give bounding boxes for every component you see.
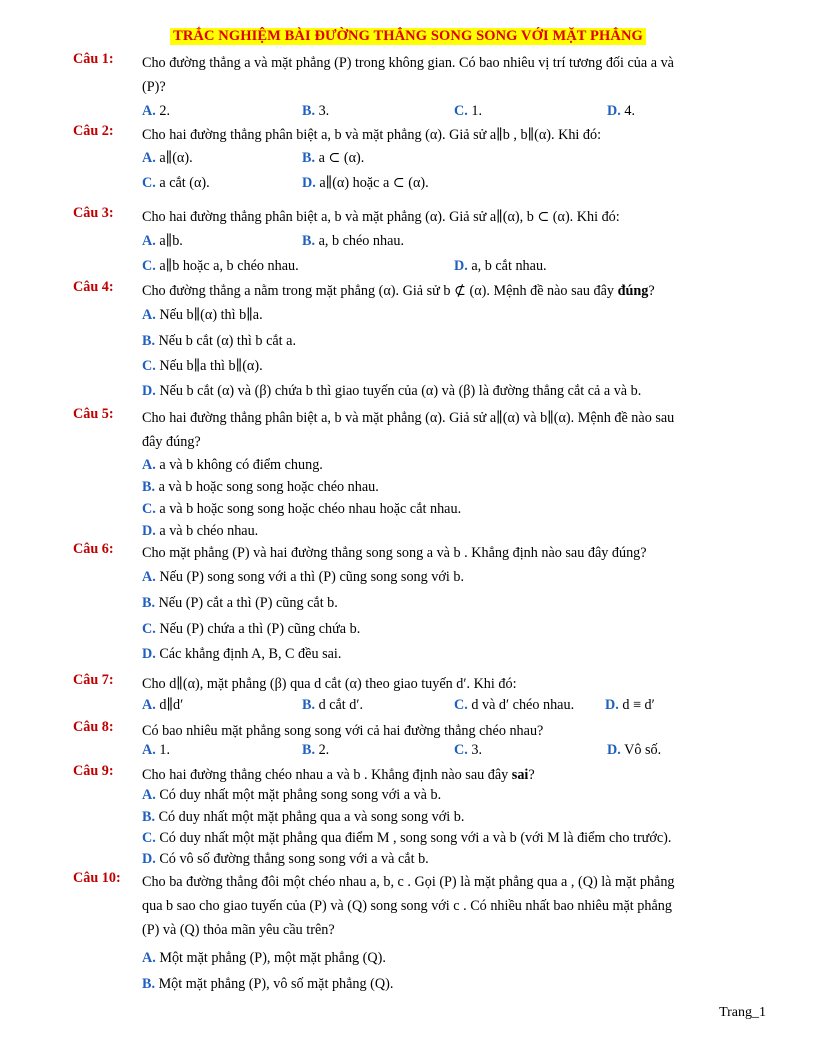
- option-b[interactable]: B. Nếu b cắt (α) thì b cắt a.: [142, 333, 296, 349]
- option-a[interactable]: A. Một mặt phẳng (P), một mặt phẳng (Q).: [142, 950, 386, 966]
- question-label: Câu 10:: [73, 870, 121, 886]
- option-a[interactable]: A. Có duy nhất một mặt phẳng song song với a và b.: [142, 787, 442, 803]
- option-b[interactable]: B. Một mặt phẳng (P), vô số mặt phẳng (Q).: [142, 976, 394, 992]
- option-d[interactable]: D. 4.: [607, 103, 635, 119]
- option-b[interactable]: B. a và b hoặc song song hoặc chéo nhau.: [142, 479, 379, 495]
- option-b[interactable]: B. d cắt d′.: [302, 697, 364, 713]
- question-8: [73, 719, 768, 743]
- option-b[interactable]: B. 3.: [302, 103, 330, 119]
- option-d[interactable]: D. a và b chéo nhau.: [142, 523, 259, 539]
- option-d[interactable]: D. a, b cắt nhau.: [454, 258, 547, 274]
- option-c[interactable]: C. a∥b hoặc a, b chéo nhau.: [142, 258, 299, 274]
- question-stem: Có bao nhiêu mặt phẳng song song với cả hai đường thẳng chéo nhau?: [142, 723, 544, 739]
- question-7: [73, 672, 768, 696]
- option-a[interactable]: A. d∥d′: [142, 697, 184, 713]
- option-d[interactable]: D. Nếu b cắt (α) và (β) chứa b thì giao tuyến của (α) và (β) là đường thẳng cắt cả a và b.: [142, 383, 642, 399]
- page-number: Trang_1: [719, 1005, 766, 1020]
- option-d[interactable]: D. d ≡ d′: [605, 697, 655, 713]
- option-c[interactable]: C. d và d′ chéo nhau.: [454, 697, 575, 713]
- question-label: Câu 4:: [73, 279, 114, 295]
- question-stem: Cho hai đường thẳng phân biệt a, b và mặt phẳng (α). Giả sử a∥(α) và b∥(α). Mệnh đề nào sau: [142, 410, 675, 426]
- option-b[interactable]: B. Có duy nhất một mặt phẳng qua a và song song với b.: [142, 809, 465, 825]
- question-stem: Cho hai đường thẳng chéo nhau a và b . Khẳng định nào sau đây sai?: [142, 767, 535, 783]
- question-stem: Cho hai đường thẳng phân biệt a, b và mặt phẳng (α). Giả sử a∥(α), b ⊂ (α). Khi đó:: [142, 209, 620, 225]
- option-d[interactable]: D. Vô số.: [607, 742, 662, 758]
- question-1: [73, 51, 768, 99]
- option-c[interactable]: C. a và b hoặc song song hoặc chéo nhau hoặc cắt nhau.: [142, 501, 462, 517]
- option-d[interactable]: D. a∥(α) hoặc a ⊂ (α).: [302, 175, 429, 191]
- question-4: [73, 279, 768, 303]
- question-9: [73, 763, 768, 787]
- question-6: [73, 541, 768, 565]
- option-b[interactable]: B. a ⊂ (α).: [302, 150, 365, 166]
- option-a[interactable]: A. a∥(α).: [142, 150, 193, 166]
- option-c[interactable]: C. 1.: [454, 103, 482, 119]
- option-a[interactable]: A. 2.: [142, 103, 170, 119]
- question-stem: Cho mặt phẳng (P) và hai đường thẳng song song a và b . Khẳng định nào sau đây đúng?: [142, 545, 647, 561]
- question-2: [73, 123, 768, 147]
- option-a[interactable]: A. Nếu (P) song song với a thì (P) cũng song song với b.: [142, 569, 465, 585]
- option-c[interactable]: C. 3.: [454, 742, 482, 758]
- question-stem: Cho ba đường thẳng đôi một chéo nhau a, b, c . Gọi (P) là mặt phẳng qua a , (Q) là mặt phẳng: [142, 874, 675, 890]
- option-a[interactable]: A. a và b không có điểm chung.: [142, 457, 323, 473]
- question-label: Câu 3:: [73, 205, 114, 221]
- question-stem: Cho đường thẳng a nằm trong mặt phẳng (α). Giả sử b ⊄ (α). Mệnh đề nào sau đây đúng?: [142, 283, 655, 299]
- document-title: TRẮC NGHIỆM BÀI ĐƯỜNG THẲNG SONG SONG VỚI MẶT PHẲNG: [170, 28, 646, 45]
- question-stem: Cho hai đường thẳng phân biệt a, b và mặt phẳng (α). Giả sử a∥b , b∥(α). Khi đó:: [142, 127, 602, 143]
- option-a[interactable]: A. a∥b.: [142, 233, 183, 249]
- question-label: Câu 6:: [73, 541, 114, 557]
- option-d[interactable]: D. Có vô số đường thẳng song song với a và cắt b.: [142, 851, 429, 867]
- option-d[interactable]: D. Các khẳng định A, B, C đều sai.: [142, 646, 342, 662]
- option-c[interactable]: C. Có duy nhất một mặt phẳng qua điểm M , song song với a và b (với M là điểm cho trước).: [142, 830, 672, 846]
- option-c[interactable]: C. Nếu b∥a thì b∥(α).: [142, 358, 263, 374]
- question-stem: qua b sao cho giao tuyến của (P) và (Q) song song với c . Có nhiều nhất bao nhiêu mặt phẳng: [142, 898, 672, 914]
- question-stem: (P) và (Q) thỏa mãn yêu cầu trên?: [142, 922, 335, 938]
- question-stem: (P)?: [142, 79, 166, 95]
- question-stem: Cho đường thẳng a và mặt phẳng (P) trong không gian. Có bao nhiêu vị trí tương đối của a và: [142, 55, 674, 71]
- question-label: Câu 2:: [73, 123, 114, 139]
- question-label: Câu 7:: [73, 672, 114, 688]
- keyword-correct: đúng: [617, 283, 649, 299]
- option-b[interactable]: B. Nếu (P) cắt a thì (P) cũng cắt b.: [142, 595, 338, 611]
- keyword-false: sai: [511, 767, 529, 783]
- question-5: [73, 406, 768, 454]
- option-a[interactable]: A. Nếu b∥(α) thì b∥a.: [142, 307, 263, 323]
- question-label: Câu 8:: [73, 719, 114, 735]
- question-label: Câu 5:: [73, 406, 114, 422]
- option-c[interactable]: C. a cắt (α).: [142, 175, 210, 191]
- title-bar: [0, 28, 816, 45]
- option-b[interactable]: B. 2.: [302, 742, 330, 758]
- option-c[interactable]: C. Nếu (P) chứa a thì (P) cũng chứa b.: [142, 621, 361, 637]
- question-10: [73, 870, 768, 942]
- question-stem: đây đúng?: [142, 434, 201, 450]
- question-3: [73, 205, 768, 229]
- option-a[interactable]: A. 1.: [142, 742, 170, 758]
- question-label: Câu 1:: [73, 51, 114, 67]
- question-label: Câu 9:: [73, 763, 114, 779]
- option-b[interactable]: B. a, b chéo nhau.: [302, 233, 405, 249]
- question-stem: Cho d∥(α), mặt phẳng (β) qua d cắt (α) theo giao tuyến d′. Khi đó:: [142, 676, 517, 692]
